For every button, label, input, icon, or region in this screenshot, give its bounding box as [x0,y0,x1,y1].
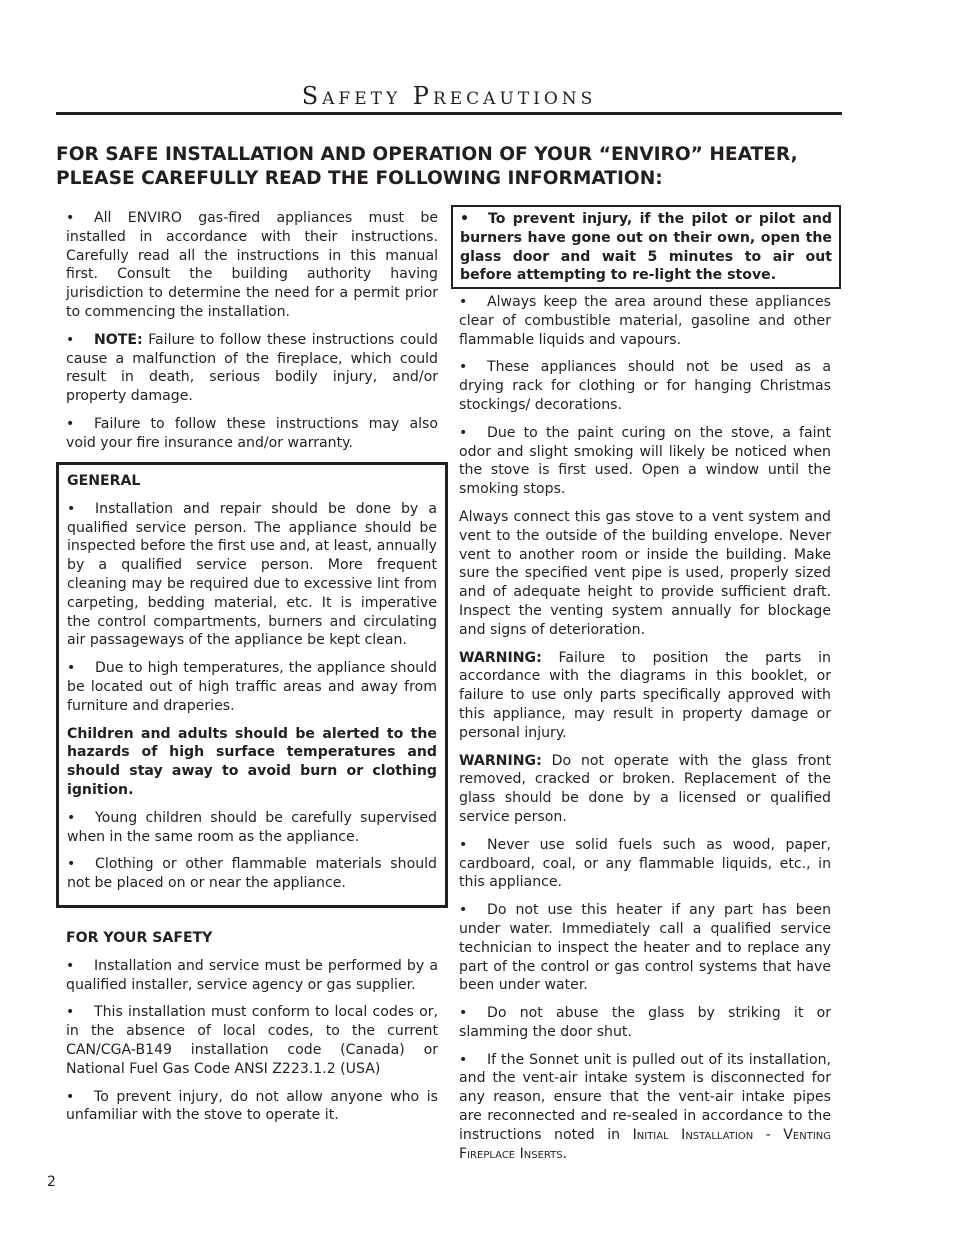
general-paragraph-2: • Due to high temperatures, the appliance should be located out of high traffic areas and away from furniture and draperies. [67,660,437,714]
general-paragraph-4: • Young children should be carefully supervised when in the same room as the appliance. [67,809,437,845]
bullet: • [67,500,76,517]
note-label: NOTE: [94,331,143,348]
general-heading: GENERAL [67,473,141,489]
right-paragraph-9: • Do not abuse the glass by striking it or slamming the door shut. [459,1005,831,1040]
right-paragraph-6: WARNING: Do not operate with the glass front removed, cracked or broken. Replacement of the glass should be done by a licensed or qualified service person. [459,752,831,825]
page-number: 2 [47,1174,56,1190]
bullet: • [459,902,468,919]
general-paragraph-1: • Installation and repair should be done by a qualified service person. The appliance should be inspected before the first use and, at least, annually by a qualified service person. More frequent cleaning may be required due to excessive lint from carpeting, bedding material, etc. It is imperative the control compartments, burners and circulating air passageways of the appliance be kept clean. [67,500,437,649]
bullet: • [66,331,75,348]
right-paragraph-10: • If the Sonnet unit is pulled out of its installation, and the vent-air intake system is disconnected for any reason, ensure that the vent-air intake pipes are reconnected and re-sealed in accordance to the instructions noted in Initial Installation - Venting Fireplace Inserts. [459,1051,831,1162]
right-paragraph-5: WARNING: Failure to position the parts in accordance with the diagrams in this booklet, or failure to use only parts specifically approved with this appliance, may result in property damage or personal injury. [459,649,831,741]
right-paragraph-4: Always connect this gas stove to a vent system and vent to the outside of the building envelope. Never vent to another room or inside the building. Make sure the specified vent pipe is used, properly sized and of adequate height to provide sufficient draft. Inspect the venting system annually for blockage and signs of deterioration. [459,508,831,638]
general-warning: Children and adults should be alerted to the hazards of high surface temperatures and should stay away to avoid burn or clothing ignition. [67,725,437,798]
section-heading [56,143,856,191]
general-box [56,462,448,908]
warning-label: WARNING: [459,752,542,769]
pilot-warning-box [451,205,841,289]
bullet: • [459,1005,468,1022]
safety-paragraph-3: • To prevent injury, do not allow anyone who is unfamiliar with the stove to operate it. [66,1088,438,1124]
bullet: • [459,1051,468,1068]
warning-label: WARNING: [459,649,542,666]
page-title: Safety Precautions [301,82,597,110]
right-paragraph-2: • These appliances should not be used as a drying rack for clothing or for hanging Christmas stockings/ decorations. [459,359,831,413]
section-reference: Initial Installation - Venting Fireplace Inserts [459,1126,831,1162]
safety-paragraph-2: • This installation must conform to local codes or, in the absence of local codes, to the current CAN/CGA-B149 installation code (Canada) or National Fuel Gas Code ANSI Z223.1.2 (USA) [66,1004,438,1077]
left-column-intro [66,209,438,462]
right-paragraph-7: • Never use solid fuels such as wood, paper, cardboard, coal, or any flammable liquids, etc., in this appliance. [459,836,831,891]
pilot-warning-text: To prevent injury, if the pilot or pilot and burners have gone out on their own, open the glass door and wait 5 minutes to air out before attempting to re-light the stove. [460,211,832,284]
bullet: • [67,660,76,677]
bullet: • [460,211,470,227]
for-your-safety-section [66,929,438,1134]
bullet: • [67,809,76,826]
bullet: • [459,359,468,376]
heading-line-1: FOR SAFE INSTALLATION AND OPERATION OF YOUR “ENVIRO” HEATER, [56,144,798,165]
bullet: • [66,210,75,226]
heading-line-2: PLEASE CAREFULLY READ THE FOLLOWING INFORMATION: [56,168,663,189]
bullet: • [66,1004,75,1021]
right-paragraph-8: • Do not use this heater if any part has been under water. Immediately call a qualified service technician to inspect the heater and to replace any part of the control or gas control systems that have been under water. [459,902,831,994]
right-column [459,293,831,1172]
bullet: • [67,856,76,873]
bullet: • [66,415,75,432]
bullet: • [459,294,468,310]
bullet: • [66,1088,75,1105]
bullet: • [459,836,468,853]
safety-paragraph-1: • Installation and service must be performed by a qualified installer, service agency or gas supplier. [66,957,438,993]
general-paragraph-5: • Clothing or other flammable materials should not be placed on or near the appliance. [67,856,437,892]
intro-paragraph-3: • Failure to follow these instructions may also void your fire insurance and/or warranty. [66,415,438,451]
intro-paragraph-1: • All ENVIRO gas-fired appliances must be installed in accordance with their instructions. Carefully read all the instructions in this manual first. Consult the building authority having jurisdiction to determine the need for a permit prior to commencing the installation. [66,210,438,320]
title-divider [56,112,842,115]
right-paragraph-3: • Due to the paint curing on the stove, a faint odor and slight smoking will likely be noticed when the stove is first used. Open a window until the smoking stops. [459,424,831,498]
bullet: • [459,424,468,441]
intro-paragraph-2: • NOTE: Failure to follow these instructions could cause a malfunction of the fireplace, which could result in death, serious bodily injury, and/or property damage. [66,331,438,405]
right-paragraph-1: • Always keep the area around these appliances clear of combustible material, gasoline and other flammable liquids and vapours. [459,294,831,348]
safety-heading: FOR YOUR SAFETY [66,930,213,946]
bullet: • [66,957,75,974]
